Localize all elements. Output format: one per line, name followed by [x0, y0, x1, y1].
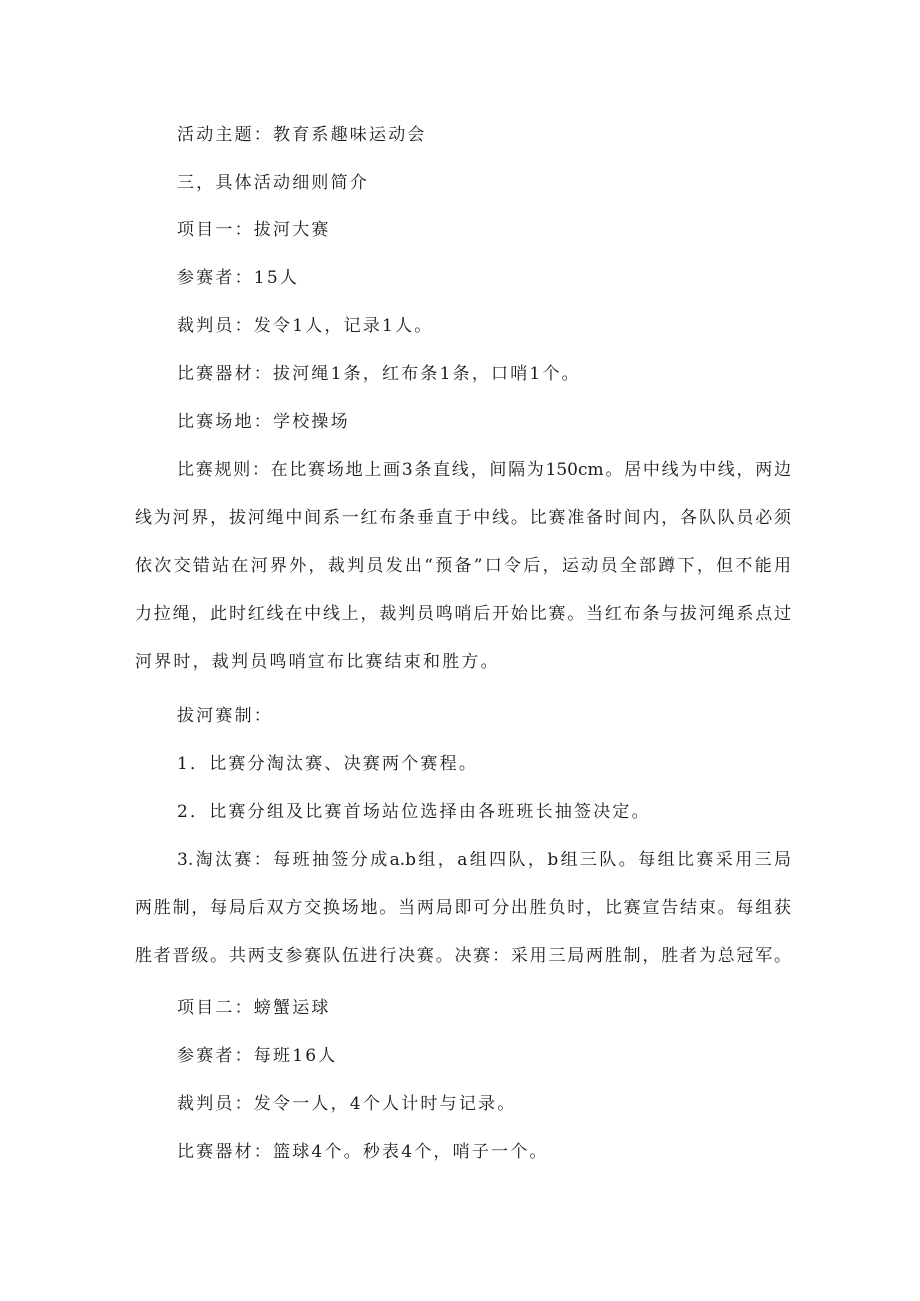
rules-line: 力拉绳，此时红线在中线上，裁判员鸣哨后开始比赛。当红布条与拔河绳系点过	[135, 604, 791, 624]
format-item-2: 2．比赛分组及比赛首场站位选择由各班班长抽签决定。	[177, 802, 651, 822]
format-heading: 拔河赛制：	[177, 706, 273, 726]
project1-referees: 裁判员：发令1人，记录1人。	[177, 316, 434, 336]
rules-line: 河界时，裁判员鸣哨宣布比赛结束和胜方。	[135, 652, 500, 672]
rules-line: 线为河界，拔河绳中间系一红布条垂直于中线。比赛准备时间内，各队队员必须	[135, 508, 791, 528]
format-item-3-line: 胜者晋级。共两支参赛队伍进行决赛。决赛：采用三局两胜制，胜者为总冠军。	[135, 946, 791, 966]
project1-participants: 参赛者：15人	[177, 268, 300, 288]
project1-venue: 比赛场地：学校操场	[177, 412, 350, 432]
activity-theme: 活动主题：教育系趣味运动会	[177, 125, 427, 145]
project2-participants: 参赛者：每班16人	[177, 1046, 338, 1066]
project1-title: 项目一：拔河大赛	[177, 220, 331, 240]
format-item-3-line: 两胜制，每局后双方交换场地。当两局即可分出胜负时，比赛宣告结束。每组获	[135, 898, 791, 918]
rules-line: 依次交错站在河界外，裁判员发出“预备”口令后，运动员全部蹲下，但不能用	[135, 556, 791, 576]
project2-referees: 裁判员：发令一人，4个人计时与记录。	[177, 1094, 517, 1114]
format-item-3-line: 3.淘汰赛：每班抽签分成a.b组，a组四队，b组三队。每组比赛采用三局	[177, 850, 791, 870]
project2-title: 项目二：螃蟹运球	[177, 998, 331, 1018]
format-item-1: 1．比赛分淘汰赛、决赛两个赛程。	[177, 754, 479, 774]
rules-line: 比赛规则：在比赛场地上画3条直线，间隔为150cm。居中线为中线，两边	[177, 460, 791, 480]
project1-equipment: 比赛器材：拔河绳1条，红布条1条，口哨1个。	[177, 364, 581, 384]
project2-equipment: 比赛器材：篮球4个。秒表4个，哨子一个。	[177, 1142, 549, 1162]
section-heading: 三，具体活动细则简介	[177, 173, 369, 193]
